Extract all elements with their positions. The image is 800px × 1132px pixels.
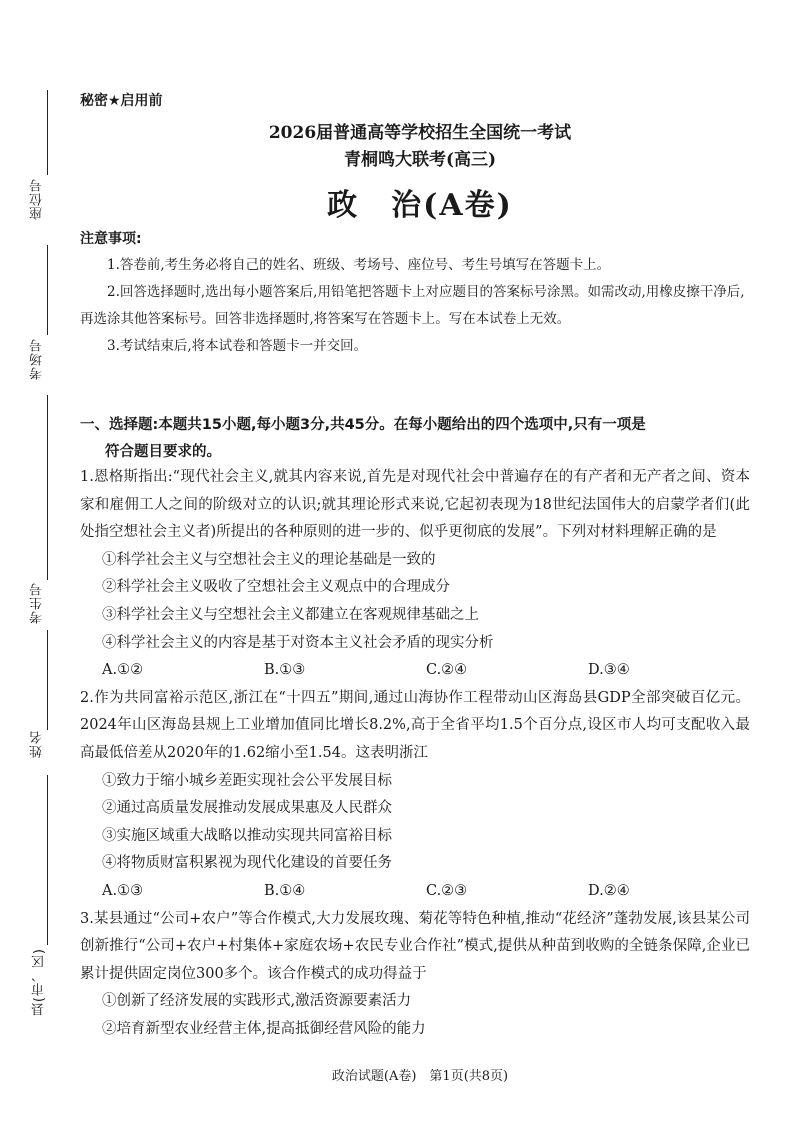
question-option: ①创新了经济发展的实践形式,激活资源要素活力 [102,993,412,1010]
question-option: ④科学社会主义的内容是基于对资本主义社会矛盾的现实分析 [102,634,494,651]
question-stem: 1.恩格斯指出:“现代社会主义,就其内容来说,首先是对现代社会中普遍存在的有产者和无产者之间、资本家和雇佣工人之间的阶级对立的认识;就其理论形式来说,它起初表现为18世纪法国伟大的启蒙学者们(此处指空想社会主义者)所提出的各种原则的进一步的、似乎更彻底的发展”。下列对材料理解正确的是 [80,469,750,541]
question-option: ①致力于缩小城乡差距实现社会公平发展目标 [102,772,392,789]
answer-choices [80,878,750,906]
section-heading [80,412,750,466]
notice-item: 2.回答选择题时,选出每小题答案后,用铅笔把答题卡上对应题目的答案标号涂黑。如需改动,用橡皮擦干净后,再选涂其他答案标号。回答非选择题时,将答案写在答题卡上。写在本试卷上无效。 [80,284,745,327]
section-heading-line2: 符合题目要求的。 [105,444,221,460]
name-label: 姓名 [30,730,45,758]
secret-mark: 秘密★启用前 [80,93,163,109]
question-option: ③实施区域重大战略以推动实现共同富裕目标 [102,827,392,844]
question-option: ②通过高质量发展推动发展成果惠及人民群众 [102,800,392,817]
choice-a: A.①② [102,662,144,679]
question-stem: 2.作为共同富裕示范区,浙江在“十四五”期间,通过山海协作工程带动山区海岛县GDP全部突破百亿元。2024年山区海岛县规上工业增加值同比增长8.2%,高于全省平均1.5个百分点,设区市人均可支配收入最高最低倍差从2020年的1.62缩小至1.54。这表明浙江 [80,689,750,761]
question-option: ②科学社会主义吸收了空想社会主义观点中的合理成分 [102,579,450,596]
question-option: ②培育新型农业经营主体,提高抵御经营风险的能力 [102,1020,426,1037]
binding-line [47,395,48,580]
exam-room-label: 考场号 [30,338,45,380]
notice-item: 3.考试结束后,将本试卷和答题卡一并交回。 [107,338,368,354]
binding-strip [0,0,70,1132]
question-list [80,464,750,1043]
subject-title: 政 治(A卷) [327,188,513,223]
binding-line [47,630,48,730]
section-heading-line1: 一、选择题:本题共15小题,每小题3分,共45分。在每小题给出的四个选项中,只有一项是 [80,417,646,433]
notice-list [80,252,745,360]
examinee-number-label: 考生号 [30,582,45,624]
notice-heading: 注意事项: [80,231,142,247]
notice-item: 1.答卷前,考生务必将自己的姓名、班级、考场号、座位号、考生号填写在答题卡上。 [107,257,611,273]
choice-c: C.②④ [426,662,468,679]
choice-a: A.①③ [102,882,144,899]
answer-choices [80,657,750,685]
choice-b: B.①③ [264,662,306,679]
exam-page [80,0,780,1132]
county-label: 县(市、区) [32,948,47,1017]
exam-subtitle: 青桐鸣大联考(高三) [343,150,497,170]
seat-number-label: 座位号 [30,178,45,220]
binding-line [47,245,48,335]
question-stem: 3.某县通过“公司+农户”等合作模式,大力发展玫瑰、菊花等特色种植,推动“花经济”蓬勃发展,该县某公司创新推行“公司+农户+村集体+家庭农场+农民专业合作社”模式,提供从种苗到收购的全链条保障,企业已累计提供固定岗位300多个。该合作模式的成功得益于 [80,910,750,982]
binding-line [47,90,48,175]
binding-line [47,775,48,945]
page-footer: 政治试题(A卷) 第1页(共8页) [331,1069,509,1084]
choice-c: C.②③ [426,882,468,899]
question-option: ①科学社会主义与空想社会主义的理论基础是一致的 [102,551,436,568]
question-option: ④将物质财富积累视为现代化建设的首要任务 [102,855,392,872]
question-option: ③科学社会主义与空想社会主义都建立在客观规律基础之上 [102,606,479,623]
exam-title: 2026届普通高等学校招生全国统一考试 [268,123,572,143]
choice-b: B.①④ [264,882,306,899]
choice-d: D.②④ [588,882,630,899]
choice-d: D.③④ [588,662,630,679]
